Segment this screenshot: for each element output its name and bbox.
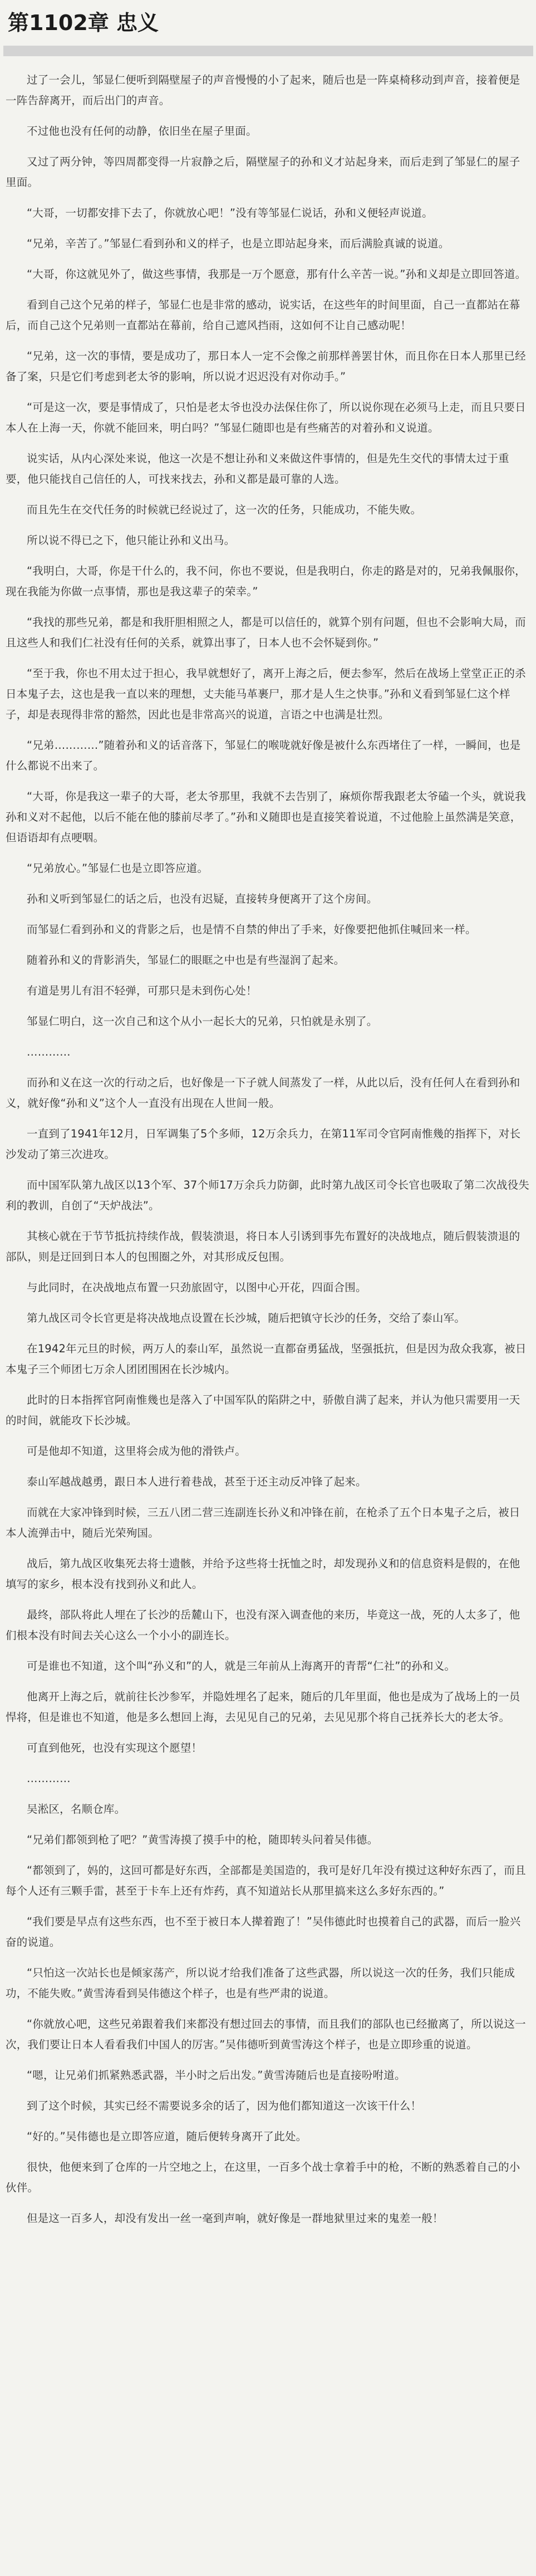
chapter-paragraph: 可直到他死，也没有实现这个愿望！ — [27, 1741, 203, 1754]
chapter-paragraph: 随着孙和义的背影消失，邹显仁的眼眶之中也是有些湿润了起来。 — [27, 954, 345, 966]
chapter-paragraph: 一直到了1941年12月，日军调集了5个多师，12万余兵力，在第11军司令官阿南惟幾的指挥下，对长沙发动了第三次进攻。 — [6, 1127, 521, 1161]
chapter-paragraph: “大哥，你是我这一辈子的大哥，老太爷那里，我就不去告别了，麻烦你帮我跟老太爷磕一个头，就说我孙和义对不起他，以后不能在他的膝前尽孝了。”孙和义随即也是直接笑着说道，不过他脸上虽然满是笑意，但语语却有点哽咽。 — [6, 790, 526, 844]
chapter-body — [0, 56, 536, 2229]
chapter-paragraph: “好的。”吴伟德也是立即答应道，随后便转身离开了此处。 — [27, 2130, 307, 2143]
chapter-paragraph: 孙和义听到邹显仁的话之后，也没有迟疑，直接转身便离开了这个房间。 — [27, 892, 378, 905]
chapter-paragraph: 不过他也没有任何的动静，依旧坐在屋子里面。 — [27, 125, 257, 138]
chapter-paragraph: “我们要是早点有这些东西，也不至于被日本人撵着跑了！”吴伟德此时也摸着自己的武器，而后一脸兴奋的说道。 — [6, 1915, 521, 1949]
chapter-paragraph: 吴淞区，名顺仓库。 — [27, 1803, 126, 1816]
chapter-paragraph: 所以说不得已之下，他只能让孙和义出马。 — [27, 534, 235, 547]
chapter-paragraph: “大哥，一切都安排下去了，你就放心吧！”没有等邹显仁说话，孙和义便轻声说道。 — [27, 207, 433, 219]
chapter-paragraph: 有道是男儿有泪不轻弹，可那只是未到伤心处！ — [27, 984, 257, 997]
chapter-paragraph: 而就在大家冲锋到时候，三五八团二营三连副连长孙义和冲锋在前，在枪杀了五个日本鬼子之后，被日本人流弹击中，随后光荣殉国。 — [6, 1506, 520, 1539]
chapter-paragraph: 很快，他便来到了仓库的一片空地之上，在这里，一百多个战士拿着手中的枪，不断的熟悉着自己的小伙伴。 — [6, 2161, 520, 2194]
chapter-paragraph: 此时的日本指挥官阿南惟幾也是落入了中国军队的陷阱之中，骄傲自满了起来，并认为他只需要用一天的时间，就能攻下长沙城。 — [6, 1394, 520, 1427]
chapter-paragraph: ………… — [27, 1046, 71, 1058]
chapter-paragraph: “你就放心吧，这些兄弟跟着我们来都没有想过回去的事情，而且我们的部队也已经撤离了，所以说这一次，我们要让日本人看看我们中国人的厉害。”吴伟德听到黄雪涛这个样子，也是立即珍重的说道。 — [6, 2018, 526, 2051]
chapter-paragraph: 与此同时，在决战地点布置一只劲旅固守，以图中心开花，四面合围。 — [27, 1281, 367, 1294]
chapter-paragraph: “可是这一次，要是事情成了，只怕是老太爷也没办法保住你了，所以说你现在必须马上走，而且只要日本人在上海一天，你就不能回来，明白吗？”邹显仁随即也是有些痛苦的对着孙和义说道。 — [6, 401, 526, 434]
chapter-paragraph: “兄弟…………”随着孙和义的话音落下，邹显仁的喉咙就好像是被什么东西堵住了一样，一瞬间，也是什么都说不出来了。 — [6, 739, 521, 772]
chapter-paragraph: 在1942年元旦的时候，两万人的泰山军，虽然说一直都奋勇猛战，坚强抵抗，但是因为敌众我寡，被日本鬼子三个师团七万余人团团围困在长沙城内。 — [6, 1342, 527, 1376]
chapter-paragraph: “兄弟放心。”邹显仁也是立即答应道。 — [27, 862, 209, 875]
chapter-paragraph: 可是谁也不知道，这个叫“孙义和”的人，就是三年前从上海离开的青帮“仁社”的孙和义。 — [27, 1660, 456, 1672]
chapter-paragraph: “我明白，大哥，你是干什么的，我不问，你也不要说，但是我明白，你走的路是对的，兄弟我佩服你，现在我能为你做一点事情，那也是我这辈子的荣幸。” — [6, 565, 526, 598]
chapter-paragraph: 又过了两分钟，等四周都变得一片寂静之后，隔壁屋子的孙和义才站起身来，而后走到了邹显仁的屋子里面。 — [6, 155, 520, 189]
title-divider — [3, 46, 533, 56]
chapter-paragraph: 而且先生在交代任务的时候就已经说过了，这一次的任务，只能成功，不能失败。 — [27, 503, 422, 516]
chapter-paragraph: 可是他却不知道，这里将会成为他的滑铁卢。 — [27, 1445, 247, 1458]
chapter-paragraph: “我找的那些兄弟，都是和我肝胆相照之人，都是可以信任的，就算个别有问题，但也不会影响大局，而且这些人和我们仁社没有任何的关系，就算出事了，日本人也不会怀疑到你。” — [6, 616, 526, 649]
chapter-paragraph: “兄弟，辛苦了。”邹显仁看到孙和义的样子，也是立即站起身来，而后满脸真诚的说道。 — [27, 237, 450, 250]
chapter-paragraph: ………… — [27, 1772, 71, 1785]
chapter-paragraph: 到了这个时候，其实已经不需要说多余的话了，因为他们都知道这一次该干什么！ — [27, 2099, 422, 2112]
chapter-paragraph: 最终，部队将此人埋在了长沙的岳麓山下，也没有深入调查他的来历，毕竟这一战，死的人太多了，他们根本没有时间去关心这么一个小小的副连长。 — [6, 1608, 520, 1642]
chapter-paragraph: 第九战区司令长官更是将决战地点设置在长沙城，随后把镇守长沙的任务，交给了泰山军。 — [27, 1312, 466, 1324]
chapter-paragraph: 而孙和义在这一次的行动之后，也好像是一下子就人间蒸发了一样，从此以后，没有任何人在看到孙和义，就好像“孙和义”这个人一直没有出现在人世间一般。 — [6, 1076, 520, 1110]
chapter-paragraph: 说实话，从内心深处来说，他这一次是不想让孙和义来做这件事情的，但是先生交代的事情太过于重要，他只能找自己信任的人，可找来找去，孙和义都是最可靠的人选。 — [6, 452, 509, 485]
chapter-paragraph: 看到自己这个兄弟的样子，邹显仁也是非常的感动，说实话，在这些年的时间里面，自己一直都站在幕后，而自己这个兄弟则一直都站在幕前，给自己遮风挡雨，这如何不让自己感动呢！ — [6, 298, 520, 332]
chapter-paragraph: “大哥，你这就见外了，做这些事情，我那是一万个愿意，那有什么辛苦一说。”孙和义却是立即回答道。 — [27, 268, 527, 281]
chapter-paragraph: 但是这一百多人，却没有发出一丝一毫到声响，就好像是一群地狱里过来的鬼差一般！ — [27, 2212, 444, 2225]
chapter-paragraph: 战后，第九战区收集死去将士遗骸，并给予这些将士抚恤之时，却发现孙义和的信息资料是假的，在他填写的家乡，根本没有找到孙义和此人。 — [6, 1557, 520, 1591]
chapter-paragraph: “兄弟，这一次的事情，要是成功了，那日本人一定不会像之前那样善罢甘休，而且你在日本人那里已经备了案，只是它们考虑到老太爷的影响，所以说才迟迟没有对你动手。” — [6, 350, 526, 383]
chapter-paragraph: “嗯，让兄弟们抓紧熟悉武器，半小时之后出发。”黄雪涛随后也是直接吩咐道。 — [27, 2069, 406, 2082]
chapter-paragraph: “至于我，你也不用太过于担心，我早就想好了，离开上海之后，便去参军，然后在战场上堂堂正正的杀日本鬼子去，这也是我一直以来的理想，丈夫能马革裹尸，那才是人生之快事。”孙和义看到邹显仁这个样子，却是表现得非常的豁然，因此也是非常高兴的说道，言语之中也满是壮烈。 — [6, 667, 526, 721]
chapter-paragraph: “兄弟们都领到枪了吧？”黄雪涛摸了摸手中的枪，随即转头问着吴伟德。 — [27, 1833, 378, 1846]
chapter-paragraph: 过了一会儿，邹显仁便听到隔壁屋子的声音慢慢的小了起来，随后也是一阵桌椅移动到声音，接着便是一阵告辞离开，而后出门的声音。 — [6, 73, 520, 107]
chapter-paragraph: 而邹显仁看到孙和义的背影之后，也是情不自禁的伸出了手来，好像要把他抓住喊回来一样。 — [27, 923, 476, 936]
chapter-paragraph: 他离开上海之后，就前往长沙参军，并隐姓埋名了起来，随后的几年里面，他也是成为了战场上的一员悍将，但是谁也不知道，他是多么想回上海，去见见自己的兄弟，去见见那个将自己抚养长大的老太爷。 — [6, 1690, 520, 1724]
chapter-paragraph: “都领到了，妈的，这回可都是好东西，全部都是美国造的，我可是好几年没有摸过这种好东西了，而且每个人还有三颗手雷，甚至于卡车上还有炸药，真不知道站长从那里搞来这么多好东西的。” — [6, 1864, 526, 1897]
chapter-paragraph: 其核心就在于节节抵抗持续作战，假装溃退，将日本人引诱到事先布置好的决战地点，随后假装溃退的部队，则是迂回到日本人的包围圈之外，对其形成反包围。 — [6, 1230, 520, 1263]
chapter-title: 第1102章 忠义 — [8, 11, 159, 35]
chapter-paragraph: 泰山军越战越勇，跟日本人进行着巷战，甚至于还主动反冲锋了起来。 — [27, 1475, 367, 1488]
chapter-paragraph: 而中国军队第九战区以13个军、37个师17万余兵力防御，此时第九战区司令长官也吸取了第二次战役失利的教训，自创了“天炉战法”。 — [6, 1179, 530, 1212]
chapter-paragraph: 邹显仁明白，这一次自己和这个从小一起长大的兄弟，只怕就是永别了。 — [27, 1015, 378, 1028]
chapter-paragraph: “只怕这一次站长也是倾家荡产，所以说才给我们准备了这些武器，所以说这一次的任务，我们只能成功，不能失败。”黄雪涛看到吴伟德这个样子，也是有些严肃的说道。 — [6, 1966, 515, 2000]
